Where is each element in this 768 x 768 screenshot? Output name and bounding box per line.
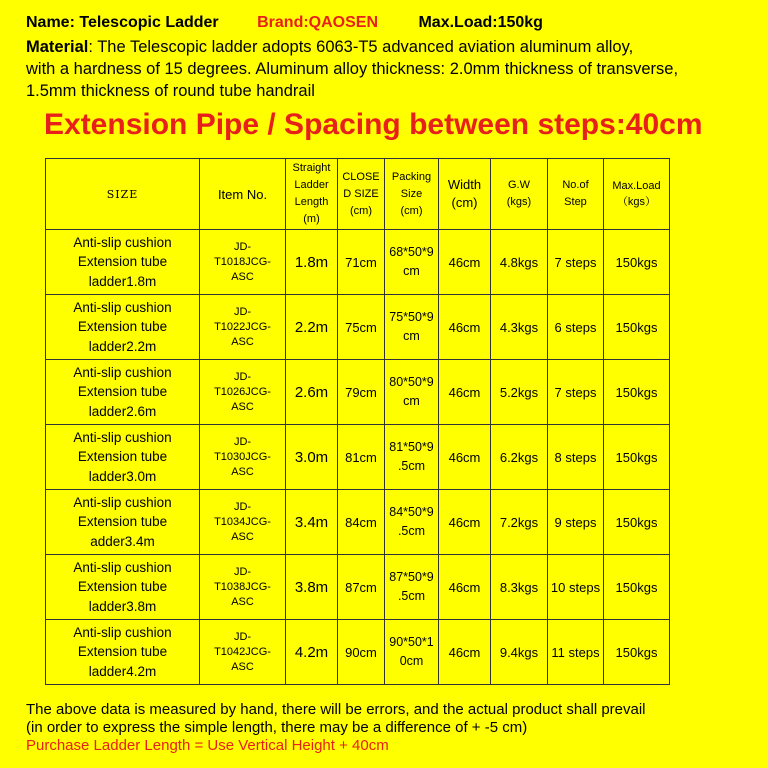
cell-width: 46cm [439, 620, 491, 685]
item-text: T1042JCG- [214, 645, 271, 658]
item-text: ASC [231, 400, 254, 413]
header-text: D SIZE [343, 187, 379, 200]
cell-size [46, 490, 200, 555]
cell-packing [385, 425, 439, 490]
size-text: adder3.4m [90, 533, 155, 549]
cell-size [46, 620, 200, 685]
cell-width: 46cm [439, 425, 491, 490]
cell-item-no [200, 620, 286, 685]
item-text: ASC [231, 270, 254, 283]
packing-text: cm [403, 394, 420, 408]
table-row [46, 360, 670, 425]
header-text: Ladder [294, 179, 329, 191]
cell-size [46, 425, 200, 490]
cell-packing [385, 230, 439, 295]
size-text: ladder3.0m [88, 468, 157, 484]
header-text: (cm) [400, 204, 423, 217]
cell-gross-weight: 9.4kgs [491, 620, 548, 685]
cell-width: 46cm [439, 295, 491, 360]
table-row [46, 490, 670, 555]
item-text: ASC [231, 530, 254, 543]
title-line [26, 10, 756, 36]
cell-packing [385, 490, 439, 555]
cell-closed-size: 75cm [338, 295, 385, 360]
cell-size [46, 230, 200, 295]
table-row [46, 425, 670, 490]
cell-closed-size: 90cm [338, 620, 385, 685]
size-text: Anti-slip cushion [73, 234, 172, 250]
cell-width: 46cm [439, 555, 491, 620]
packing-text: cm [403, 264, 420, 278]
cell-item-no [200, 555, 286, 620]
header-text: (kgs) [506, 196, 532, 208]
cell-size [46, 360, 200, 425]
spec-table [45, 158, 670, 685]
footer-notes [26, 701, 756, 755]
header-steps [548, 159, 604, 230]
header-text: Size [400, 187, 423, 200]
item-text: T1030JCG- [214, 450, 271, 463]
item-text: JD- [233, 240, 252, 253]
cell-gross-weight: 7.2kgs [491, 490, 548, 555]
cell-steps: 11 steps [548, 620, 604, 685]
header-text: Step [564, 196, 587, 208]
cell-steps: 8 steps [548, 425, 604, 490]
packing-text: 87*50*9 [389, 570, 434, 584]
size-text: Extension tube [77, 514, 168, 530]
cell-length: 3.8m [286, 555, 338, 620]
size-text: Anti-slip cushion [73, 494, 172, 510]
cell-max-load: 150kgs [604, 360, 670, 425]
header-text: (cm) [451, 195, 478, 210]
cell-item-no [200, 360, 286, 425]
cell-size [46, 295, 200, 360]
packing-text: 80*50*9 [389, 375, 434, 389]
cell-packing [385, 360, 439, 425]
cell-width: 46cm [439, 360, 491, 425]
header [26, 10, 756, 102]
table-row [46, 620, 670, 685]
cell-closed-size: 79cm [338, 360, 385, 425]
header-text: Length [294, 196, 329, 208]
packing-text: cm [403, 329, 420, 343]
item-text: T1022JCG- [214, 320, 271, 333]
item-text: JD- [233, 370, 252, 383]
item-text: JD- [233, 630, 252, 643]
cell-max-load: 150kgs [604, 425, 670, 490]
table-row [46, 555, 670, 620]
item-text: T1018JCG- [214, 255, 271, 268]
header-text: （kgs） [616, 196, 657, 208]
header-text: CLOSE [342, 170, 380, 183]
cell-steps: 6 steps [548, 295, 604, 360]
item-text: T1026JCG- [214, 385, 271, 398]
cell-closed-size: 81cm [338, 425, 385, 490]
cell-item-no [200, 230, 286, 295]
header-text: Packing [391, 170, 432, 183]
material-label: Material [26, 38, 89, 56]
cell-width: 46cm [439, 230, 491, 295]
table-body [46, 230, 670, 685]
size-text: Extension tube [77, 384, 168, 400]
size-text: Extension tube [77, 449, 168, 465]
table-row [46, 230, 670, 295]
cell-steps: 9 steps [548, 490, 604, 555]
size-text: Anti-slip cushion [73, 364, 172, 380]
size-text: Extension tube [77, 644, 168, 660]
footer-note-2: (in order to express the simple length, there may be a difference of + -5 cm) [26, 719, 528, 736]
size-text: ladder4.2m [88, 663, 157, 679]
size-text: Anti-slip cushion [73, 299, 172, 315]
size-text: ladder2.6m [88, 403, 157, 419]
spacing-subtitle: Extension Pipe / Spacing between steps:40cm [44, 108, 703, 141]
size-text: ladder1.8m [88, 273, 157, 289]
packing-text: 84*50*9 [389, 505, 434, 519]
cell-gross-weight: 8.3kgs [491, 555, 548, 620]
cell-gross-weight: 6.2kgs [491, 425, 548, 490]
header-straight-length [286, 159, 338, 230]
footer-note-3: Purchase Ladder Length = Use Vertical Height + 40cm [26, 737, 389, 754]
cell-max-load: 150kgs [604, 620, 670, 685]
size-text: Anti-slip cushion [73, 559, 172, 575]
cell-length: 2.2m [286, 295, 338, 360]
cell-closed-size: 84cm [338, 490, 385, 555]
header-max-load [604, 159, 670, 230]
cell-length: 3.0m [286, 425, 338, 490]
size-text: Extension tube [77, 254, 168, 270]
header-text: Straight [292, 162, 331, 174]
product-name: Name: Telescopic Ladder [26, 14, 219, 31]
cell-max-load: 150kgs [604, 295, 670, 360]
size-text: ladder3.8m [88, 598, 157, 614]
cell-item-no [200, 295, 286, 360]
size-text: Anti-slip cushion [73, 624, 172, 640]
footer-note-1: The above data is measured by hand, there will be errors, and the actual product shall prevail [26, 701, 646, 718]
packing-text: 75*50*9 [389, 310, 434, 324]
header-text: (cm) [350, 204, 372, 217]
header-item-no: Item No. [200, 159, 286, 230]
item-text: JD- [233, 500, 252, 513]
cell-gross-weight: 4.3kgs [491, 295, 548, 360]
header-width [439, 159, 491, 230]
packing-text: .5cm [397, 524, 426, 538]
size-text: Anti-slip cushion [73, 429, 172, 445]
size-text: Extension tube [77, 579, 168, 595]
cell-size [46, 555, 200, 620]
item-text: JD- [233, 305, 252, 318]
table-row [46, 295, 670, 360]
material-description [26, 36, 756, 102]
cell-steps: 7 steps [548, 230, 604, 295]
item-text: T1034JCG- [214, 515, 271, 528]
cell-closed-size: 87cm [338, 555, 385, 620]
item-text: ASC [231, 335, 254, 348]
header-text: (m) [303, 213, 320, 225]
cell-closed-size: 71cm [338, 230, 385, 295]
cell-length: 3.4m [286, 490, 338, 555]
item-text: ASC [231, 660, 254, 673]
table-header-row [46, 159, 670, 230]
cell-gross-weight: 5.2kgs [491, 360, 548, 425]
cell-width: 46cm [439, 490, 491, 555]
packing-text: 68*50*9 [389, 245, 434, 259]
cell-steps: 7 steps [548, 360, 604, 425]
item-text: JD- [233, 435, 252, 448]
material-line-3: 1.5mm thickness of round tube handrail [26, 82, 315, 100]
max-load-label: Max.Load:150kg [418, 14, 543, 31]
packing-text: 0cm [399, 654, 424, 668]
cell-length: 4.2m [286, 620, 338, 685]
header-text: G.W [508, 179, 530, 191]
header-text: No.of [562, 179, 589, 191]
packing-text: .5cm [397, 589, 426, 603]
item-text: T1038JCG- [214, 580, 271, 593]
material-line-2: with a hardness of 15 degrees. Aluminum alloy thickness: 2.0mm thickness of transverse, [26, 60, 679, 78]
size-text: ladder2.2m [88, 338, 157, 354]
cell-gross-weight: 4.8kgs [491, 230, 548, 295]
packing-text: 90*50*1 [389, 635, 434, 649]
item-text: ASC [231, 595, 254, 608]
cell-length: 1.8m [286, 230, 338, 295]
header-text: Width [447, 177, 482, 192]
header-gross-weight [491, 159, 548, 230]
packing-text: .5cm [397, 459, 426, 473]
cell-item-no [200, 490, 286, 555]
material-line-1: : The Telescopic ladder adopts 6063-T5 advanced aviation aluminum alloy, [88, 38, 634, 56]
cell-steps: 10 steps [548, 555, 604, 620]
size-text: Extension tube [77, 319, 168, 335]
cell-packing [385, 295, 439, 360]
header-text: Max.Load [612, 180, 661, 192]
item-text: JD- [233, 565, 252, 578]
cell-packing [385, 555, 439, 620]
brand-label: Brand:QAOSEN [257, 14, 379, 31]
cell-max-load: 150kgs [604, 555, 670, 620]
header-closed-size [338, 159, 385, 230]
cell-max-load: 150kgs [604, 490, 670, 555]
packing-text: 81*50*9 [389, 440, 434, 454]
header-packing-size [385, 159, 439, 230]
cell-length: 2.6m [286, 360, 338, 425]
cell-item-no [200, 425, 286, 490]
cell-max-load: 150kgs [604, 230, 670, 295]
header-size: SIZE [46, 159, 200, 230]
item-text: ASC [231, 465, 254, 478]
cell-packing [385, 620, 439, 685]
